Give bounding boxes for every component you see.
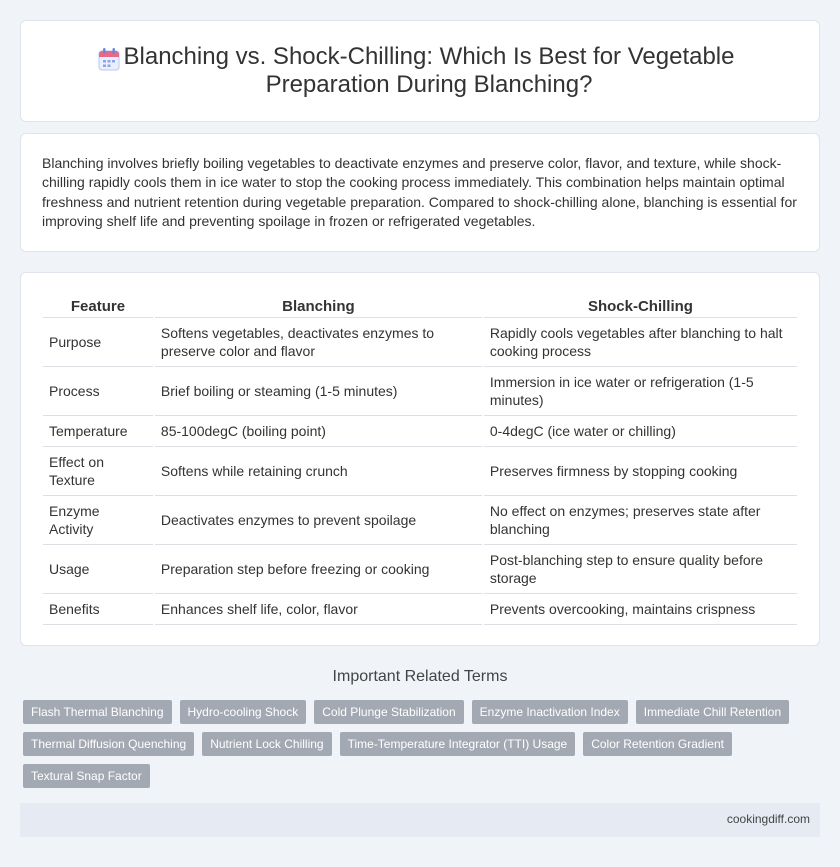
footer bbox=[20, 803, 820, 837]
table-header-row bbox=[43, 296, 797, 318]
related-term-tag[interactable]: Immediate Chill Retention bbox=[636, 700, 789, 724]
related-terms-list bbox=[23, 700, 823, 788]
related-term-tag[interactable]: Enzyme Inactivation Index bbox=[472, 700, 628, 724]
table-row bbox=[43, 594, 797, 625]
table-row bbox=[43, 318, 797, 367]
row-shock-chilling: Preserves firmness by stopping cooking bbox=[484, 447, 797, 496]
row-blanching: 85-100degC (boiling point) bbox=[155, 416, 482, 447]
row-shock-chilling: Rapidly cools vegetables after blanching to halt cooking process bbox=[484, 318, 797, 367]
related-term-tag[interactable]: Hydro-cooling Shock bbox=[180, 700, 307, 724]
table-row bbox=[43, 416, 797, 447]
row-feature: Enzyme Activity bbox=[43, 496, 153, 545]
table-row bbox=[43, 496, 797, 545]
related-term-tag[interactable]: Nutrient Lock Chilling bbox=[202, 732, 331, 756]
row-feature: Usage bbox=[43, 545, 153, 594]
page-title: Blanching vs. Shock-Chilling: Which Is Best for Vegetable Preparation During Blanching? bbox=[123, 43, 735, 98]
intro-paragraph: Blanching involves briefly boiling vegetables to deactivate enzymes and preserve color, flavor, and texture, while shock-chilling rapidly cools them in ice water to stop the cooking process immediately. This combination helps maintain optimal freshness and nutrient retention during vegetable preparation. Compared to shock-chilling alone, blanching is essential for improving shelf life and preventing spoilage in frozen or refrigerated vegetables. bbox=[42, 155, 797, 229]
related-term-tag[interactable]: Flash Thermal Blanching bbox=[23, 700, 172, 724]
row-shock-chilling: Prevents overcooking, maintains crispness bbox=[484, 594, 797, 625]
comparison-card bbox=[20, 272, 820, 646]
row-blanching: Deactivates enzymes to prevent spoilage bbox=[155, 496, 482, 545]
row-blanching: Softens vegetables, deactivates enzymes to preserve color and flavor bbox=[155, 318, 482, 367]
row-blanching: Enhances shelf life, color, flavor bbox=[155, 594, 482, 625]
related-term-tag[interactable]: Thermal Diffusion Quenching bbox=[23, 732, 194, 756]
row-feature: Temperature bbox=[43, 416, 153, 447]
row-shock-chilling: No effect on enzymes; preserves state after blanching bbox=[484, 496, 797, 545]
row-shock-chilling: Immersion in ice water or refrigeration (1-5 minutes) bbox=[484, 367, 797, 416]
row-shock-chilling: 0-4degC (ice water or chilling) bbox=[484, 416, 797, 447]
related-terms-heading: Important Related Terms bbox=[332, 668, 508, 685]
footer-site-link[interactable]: cookingdiff.com bbox=[726, 812, 810, 826]
header-shock-chilling: Shock-Chilling bbox=[484, 296, 797, 318]
table-row bbox=[43, 545, 797, 594]
row-blanching: Preparation step before freezing or cooking bbox=[155, 545, 482, 594]
row-blanching: Brief boiling or steaming (1-5 minutes) bbox=[155, 367, 482, 416]
row-shock-chilling: Post-blanching step to ensure quality before storage bbox=[484, 545, 797, 594]
related-term-tag[interactable]: Time-Temperature Integrator (TTI) Usage bbox=[340, 732, 576, 756]
related-term-tag[interactable]: Color Retention Gradient bbox=[583, 732, 732, 756]
table-row bbox=[43, 447, 797, 496]
row-feature: Process bbox=[43, 367, 153, 416]
related-term-tag[interactable]: Cold Plunge Stabilization bbox=[314, 700, 463, 724]
row-feature: Purpose bbox=[43, 318, 153, 367]
row-feature: Benefits bbox=[43, 594, 153, 625]
header-feature: Feature bbox=[43, 296, 153, 318]
comparison-table bbox=[41, 296, 799, 625]
row-feature: Effect on Texture bbox=[43, 447, 153, 496]
title-card bbox=[20, 20, 820, 122]
row-blanching: Softens while retaining crunch bbox=[155, 447, 482, 496]
related-term-tag[interactable]: Textural Snap Factor bbox=[23, 764, 150, 788]
intro-card bbox=[20, 133, 820, 252]
table-row bbox=[43, 367, 797, 416]
header-blanching: Blanching bbox=[155, 296, 482, 318]
